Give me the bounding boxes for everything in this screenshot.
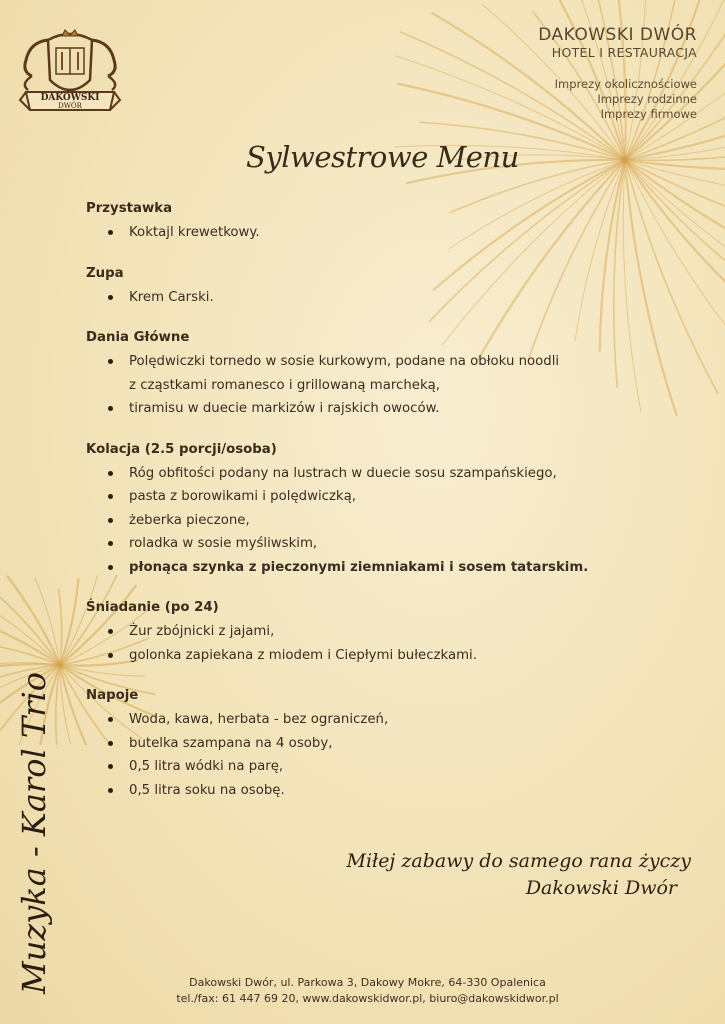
music-side-text: Muzyka - Karol Trio: [15, 671, 53, 994]
list-item: pasta z borowikami i polędwiczką,: [86, 485, 606, 509]
hotel-header: [538, 26, 697, 122]
menu-section: [86, 441, 606, 580]
list-item: płonąca szynka z pieczonymi ziemniakami i sosem tatarskim.: [86, 556, 606, 580]
closing-line: Miłej zabawy do samego rana życzy: [346, 850, 691, 872]
item-list: [86, 462, 606, 580]
footer-contact: tel./fax: 61 447 69 20, www.dakowskidwor.pl, biuro@dakowskidwor.pl: [176, 992, 559, 1005]
list-item: Żur zbójnicki z jajami,: [86, 620, 606, 644]
list-item: 0,5 litra wódki na parę,: [86, 755, 606, 779]
menu-title: Sylwestrowe Menu: [246, 140, 519, 174]
list-item: butelka szampana na 4 osoby,: [86, 732, 606, 756]
footer-address: Dakowski Dwór, ul. Parkowa 3, Dakowy Mokre, 64-330 Opalenica: [189, 976, 546, 989]
section-title: Dania Główne: [86, 330, 190, 345]
closing-signature: Dakowski Dwór: [525, 877, 677, 899]
item-list: [86, 350, 606, 421]
menu-content: [86, 200, 606, 822]
logo-text-line1: DAKOWSKI: [40, 93, 100, 103]
menu-section: [86, 687, 606, 802]
list-item: tiramisu w duecie markizów i rajskich owoców.: [86, 397, 606, 421]
item-list: [86, 708, 606, 802]
footer: [0, 975, 725, 1007]
menu-section: [86, 599, 606, 667]
section-title: Zupa: [86, 265, 124, 281]
event-type: Imprezy okolicznościowe: [554, 77, 697, 91]
list-item: Woda, kawa, herbata - bez ograniczeń,: [86, 708, 606, 732]
menu-section: [86, 329, 606, 421]
closing-wishes: [347, 848, 692, 902]
logo-text-line2: DWÓR: [58, 102, 82, 110]
section-title: Śniadanie (po 24): [86, 600, 219, 615]
list-item: golonka zapiekana z miodem i Ciepłymi bułeczkami.: [86, 644, 606, 668]
event-list: [538, 77, 697, 122]
list-item: Koktajl krewetkowy.: [86, 221, 606, 245]
list-item: Polędwiczki tornedo w sosie kurkowym, podane na obłoku noodli z cząstkami romanesco i grillowaną marcheką,: [86, 350, 606, 397]
hotel-name: DAKOWSKI DWÓR: [538, 25, 697, 45]
section-title: Kolacja (2.5 porcji/osoba): [86, 441, 277, 457]
section-title: Przystawka: [86, 201, 173, 216]
item-list: [86, 221, 606, 245]
hotel-logo: [18, 26, 122, 126]
item-list: [86, 286, 606, 310]
menu-section: [86, 200, 606, 245]
item-list: [86, 620, 606, 667]
event-type: Imprezy firmowe: [600, 107, 697, 121]
list-item: roladka w sosie myśliwskim,: [86, 532, 606, 556]
section-title: Napoje: [86, 688, 139, 703]
list-item: żeberka pieczone,: [86, 509, 606, 533]
list-item: Róg obfitości podany na lustrach w duecie sosu szampańskiego,: [86, 462, 606, 486]
event-type: Imprezy rodzinne: [597, 92, 697, 106]
list-item: 0,5 litra soku na osobę.: [86, 779, 606, 803]
menu-section: [86, 265, 606, 310]
list-item: Krem Carski.: [86, 286, 606, 310]
hotel-subtitle: HOTEL I RESTAURACJA: [551, 45, 697, 60]
